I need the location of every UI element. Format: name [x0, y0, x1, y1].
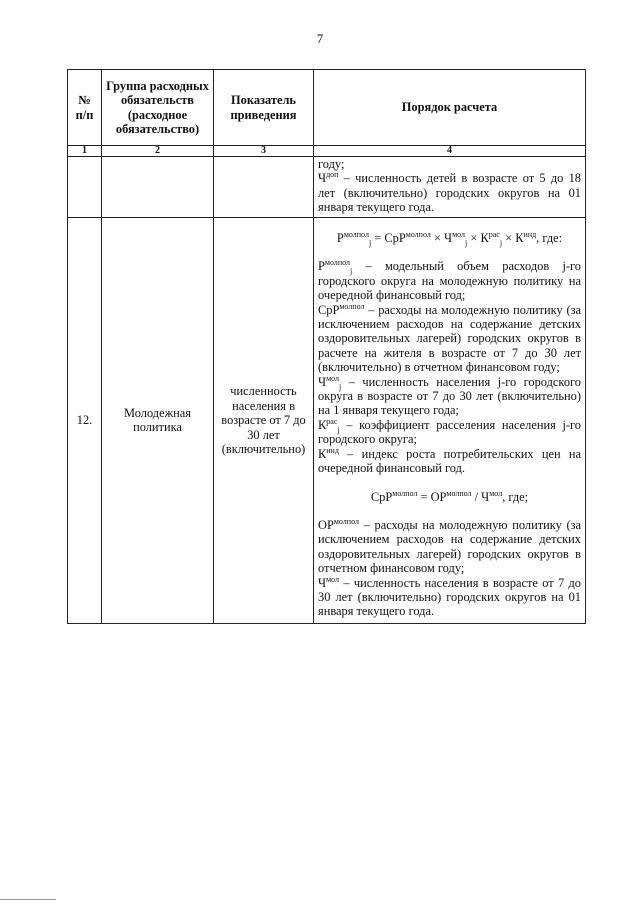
column-number: 1 [68, 146, 102, 157]
indicator: численность населения в возрасте от 7 до 30 лет (включительно) [214, 218, 314, 624]
header-group: Группа расходных обязательств (расходное обязательство) [102, 70, 214, 146]
row-number: 12. [68, 218, 102, 624]
column-number: 3 [214, 146, 314, 157]
continuation-text: году; $Ч^{доп}$ – численность детей в возрасте от 5 до 18 лет (включительно) городских округов на 01 января текущего года. [318, 157, 581, 215]
column-number: 4 [314, 146, 586, 157]
calculation-table [67, 69, 586, 624]
header-number: № п/п [68, 70, 102, 146]
formula-1: $Р^{молпол}_j = СрР^{молпол} \times Ч^{мол}_j \times К^{рас}_j \times К^{инд}$, где: [336, 229, 563, 248]
footer-rule [0, 899, 56, 900]
header-row [68, 70, 586, 146]
expenditure-group: Молодежная политика [102, 218, 214, 624]
calculation-cell [314, 218, 586, 624]
formula-2-definitions: $ОР^{молпол}$ – расходы на молодежную политику (за исключением расходов на содержание детских оздоровительных лагерей) городских округов в отчетном финансовом году; $Ч^{мол}$ – численность населения в возрасте от 7 до 30 лет (включительно) городских округов на 01 января текущего года. [318, 516, 581, 619]
empty-cell [214, 157, 314, 218]
empty-cell [68, 157, 102, 218]
header-indicator: Показатель приведения [214, 70, 314, 146]
table-row-12 [68, 218, 586, 624]
header-calculation: Порядок расчета [314, 70, 586, 146]
column-number-row [68, 146, 586, 157]
formula-1-definitions: $Р^{молпол}_j$ – модельный объем расходов j-го городского округа на молодежную политику на очередной финансовый год; СрР$^{молпол}$ – расходы на молодежную политику (за исключением расходов на содержание детских оздоровительных лагерей) городских округов в расчете на жителя в возрасте от 7 до 30 лет (включительно) в отчетном финансовом году; $Ч^{мол}_j$ – численность населения j-го городского округа в возрасте от 7 до 30 лет (включительно) на 1 января текущего года; $К^{рас}_j$ – коэффициент расселения населения j-го городского округа; $К^{инд}$ – индекс роста потребительских цен на очередной финансовый год. [318, 258, 581, 476]
formula-2: $СрР^{молпол} = ОР^{молпол} / Ч^{мол}$, где; [370, 488, 529, 504]
page-number: 7 [316, 31, 324, 46]
continuation-row [68, 157, 586, 218]
column-number: 2 [102, 146, 214, 157]
continuation-cell [314, 157, 586, 218]
empty-cell [102, 157, 214, 218]
